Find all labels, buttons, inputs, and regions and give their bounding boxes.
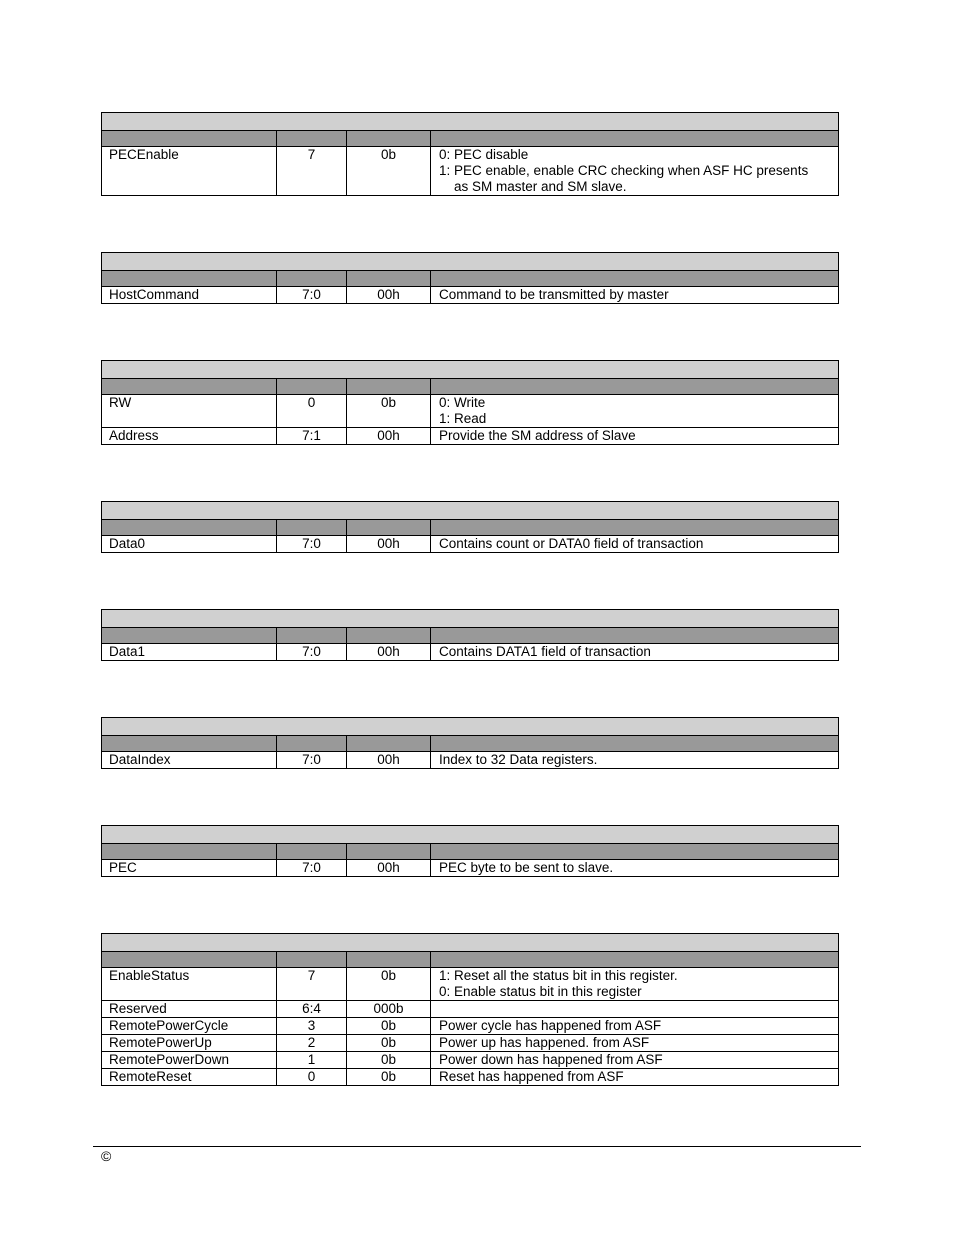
register-table-pec-byte [101, 825, 839, 877]
field-description: Reset has happened from ASF [431, 1069, 839, 1086]
field-name: HostCommand [102, 287, 277, 304]
field-bits: 7 [277, 147, 347, 196]
table-title-bar [102, 934, 839, 952]
table-header-row [102, 628, 839, 644]
footer-divider [93, 1146, 861, 1147]
field-bits: 3 [277, 1018, 347, 1035]
description-line: as SM master and SM slave. [454, 179, 627, 194]
field-bits: 0 [277, 1069, 347, 1086]
field-name: Data1 [102, 644, 277, 661]
table-title-bar [102, 502, 839, 520]
field-bits: 0 [277, 395, 347, 428]
field-name: Address [102, 428, 277, 445]
field-default: 0b [347, 1018, 431, 1035]
description-line: 1: Reset all the status bit in this register. [439, 968, 678, 983]
field-default: 00h [347, 428, 431, 445]
register-table-slave-address [101, 360, 839, 445]
field-bits: 7 [277, 968, 347, 1001]
table-title-bar [102, 361, 839, 379]
table-row [102, 428, 839, 445]
table-row [102, 395, 839, 428]
register-table-pec-control [101, 112, 839, 196]
field-name: RemotePowerDown [102, 1052, 277, 1069]
table-row [102, 752, 839, 769]
field-description: Power up has happened. from ASF [431, 1035, 839, 1052]
field-name: Reserved [102, 1001, 277, 1018]
field-name: RemoteReset [102, 1069, 277, 1086]
table-title-bar [102, 113, 839, 131]
field-default: 00h [347, 287, 431, 304]
description-line: 0: Enable status bit in this register [439, 984, 642, 999]
register-table-host-command [101, 252, 839, 304]
register-table-data0 [101, 501, 839, 553]
field-description [431, 968, 839, 1001]
table-row [102, 1035, 839, 1052]
table-row [102, 147, 839, 196]
table-row [102, 1069, 839, 1086]
field-default: 0b [347, 395, 431, 428]
field-default: 0b [347, 1069, 431, 1086]
field-description [431, 147, 839, 196]
table-row [102, 860, 839, 877]
field-bits: 7:0 [277, 752, 347, 769]
field-default: 00h [347, 752, 431, 769]
field-bits: 1 [277, 1052, 347, 1069]
copyright-notice: © [101, 1148, 112, 1164]
field-description [431, 1001, 839, 1018]
table-row [102, 1018, 839, 1035]
table-row [102, 1001, 839, 1018]
field-description: Power down has happened from ASF [431, 1052, 839, 1069]
table-header-row [102, 844, 839, 860]
field-name: RW [102, 395, 277, 428]
table-header-row [102, 131, 839, 147]
description-line: 1: Read [439, 411, 487, 426]
field-name: DataIndex [102, 752, 277, 769]
table-title-bar [102, 253, 839, 271]
field-description: PEC byte to be sent to slave. [431, 860, 839, 877]
field-description [431, 395, 839, 428]
field-bits: 7:0 [277, 536, 347, 553]
description-line: 0: Write [439, 395, 486, 410]
field-name: PECEnable [102, 147, 277, 196]
field-bits: 7:0 [277, 287, 347, 304]
field-default: 00h [347, 860, 431, 877]
field-default: 0b [347, 1035, 431, 1052]
field-description: Power cycle has happened from ASF [431, 1018, 839, 1035]
table-row [102, 287, 839, 304]
table-header-row [102, 736, 839, 752]
table-title-bar [102, 718, 839, 736]
field-description: Index to 32 Data registers. [431, 752, 839, 769]
description-line: 1: PEC enable, enable CRC checking when ASF HC presents [439, 163, 809, 178]
field-name: RemotePowerCycle [102, 1018, 277, 1035]
field-bits: 7:0 [277, 644, 347, 661]
field-default: 00h [347, 644, 431, 661]
field-description: Command to be transmitted by master [431, 287, 839, 304]
register-table-remote-status [101, 933, 839, 1086]
register-table-data1 [101, 609, 839, 661]
field-name: RemotePowerUp [102, 1035, 277, 1052]
field-description: Contains DATA1 field of transaction [431, 644, 839, 661]
field-name: EnableStatus [102, 968, 277, 1001]
table-header-row [102, 271, 839, 287]
table-header-row [102, 379, 839, 395]
field-bits: 2 [277, 1035, 347, 1052]
table-row [102, 536, 839, 553]
table-header-row [102, 520, 839, 536]
table-row [102, 1052, 839, 1069]
field-bits: 6:4 [277, 1001, 347, 1018]
field-description: Provide the SM address of Slave [431, 428, 839, 445]
table-row [102, 644, 839, 661]
field-default: 0b [347, 1052, 431, 1069]
table-header-row [102, 952, 839, 968]
table-title-bar [102, 610, 839, 628]
field-bits: 7:0 [277, 860, 347, 877]
field-default: 000b [347, 1001, 431, 1018]
table-row [102, 968, 839, 1001]
field-description: Contains count or DATA0 field of transaction [431, 536, 839, 553]
field-default: 0b [347, 968, 431, 1001]
field-default: 00h [347, 536, 431, 553]
table-title-bar [102, 826, 839, 844]
description-line: 0: PEC disable [439, 147, 529, 162]
register-table-data-index [101, 717, 839, 769]
field-name: PEC [102, 860, 277, 877]
field-default: 0b [347, 147, 431, 196]
field-bits: 7:1 [277, 428, 347, 445]
field-name: Data0 [102, 536, 277, 553]
